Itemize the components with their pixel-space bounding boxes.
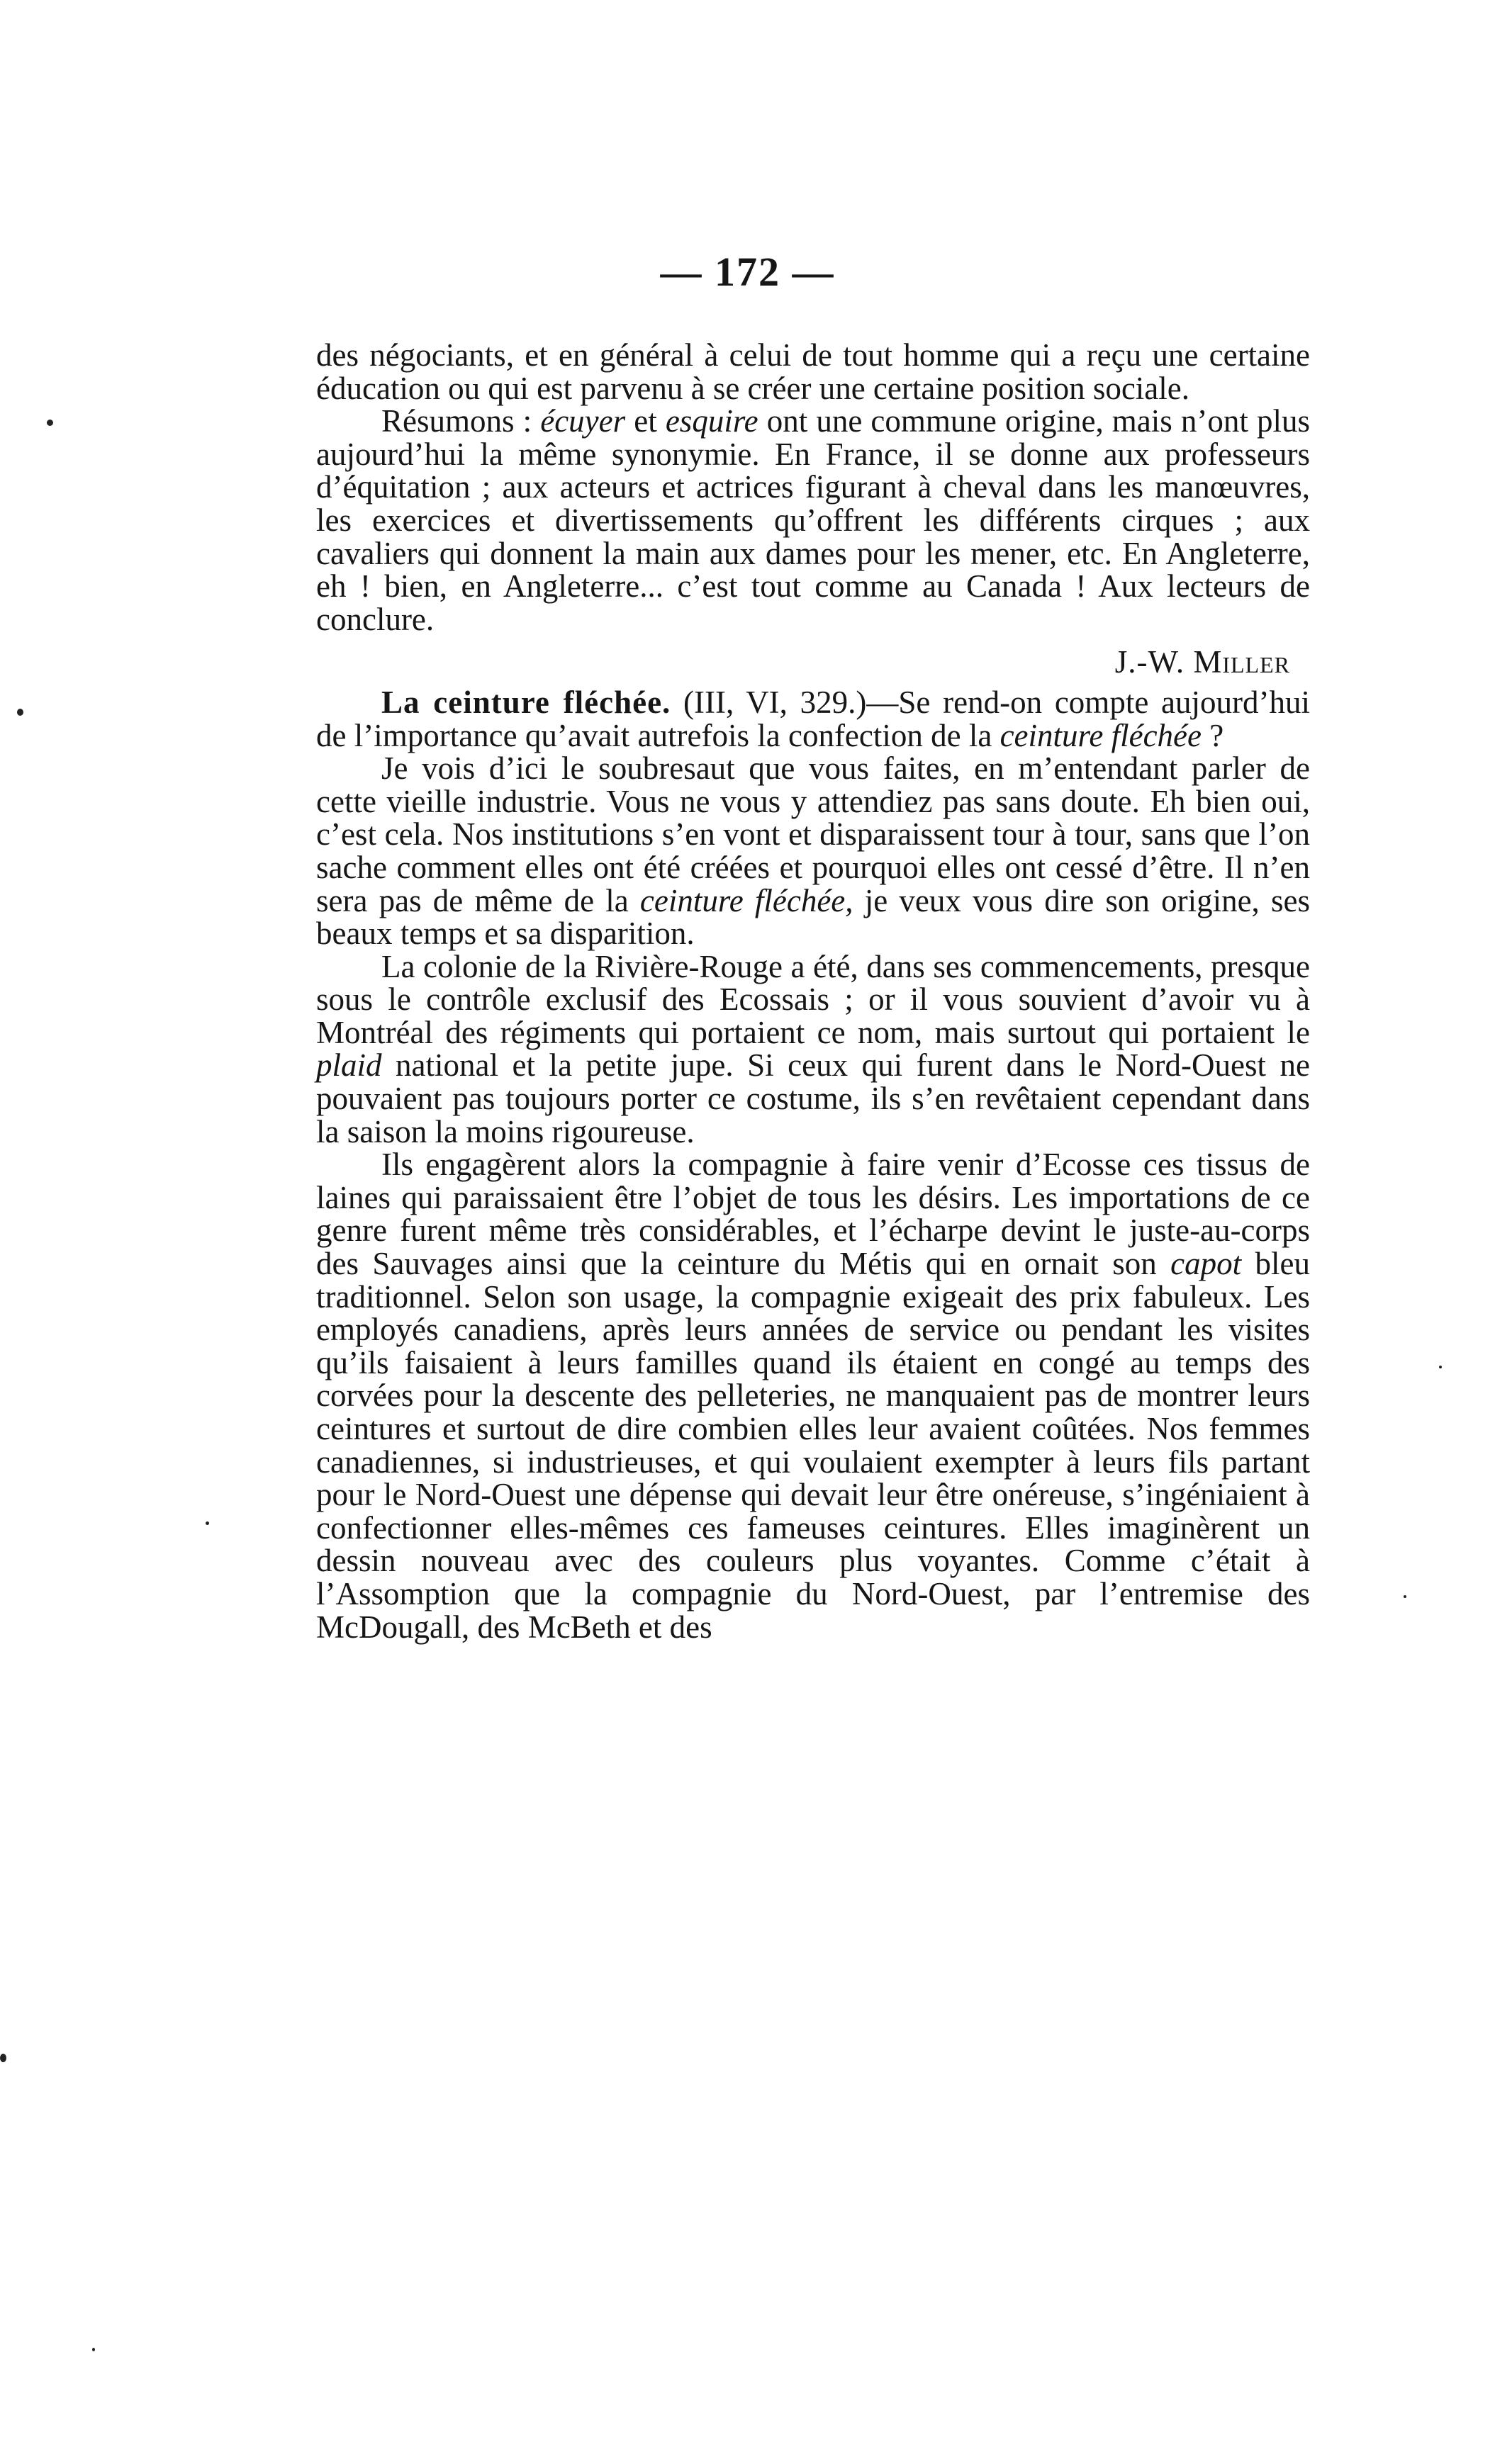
text-run: et (625, 403, 666, 439)
text-run: Ils engagèrent alors la compagnie à faire venir d’Ecosse ces tissus de laines qui paraissaient être l’objet de tous les désirs. Les importations de ce genre furent même très considérables, et l’écharpe devint le juste-au-corps des Sauvages ainsi que la ceinture du Métis qui en ornait son (316, 1147, 1310, 1282)
paragraph-ecosse (316, 1148, 1310, 1643)
author-name: Miller (1193, 644, 1290, 680)
scan-speck (206, 1521, 209, 1525)
page-number: — 172 — (660, 249, 835, 295)
paragraph-ceinture-heading (316, 686, 1310, 752)
scan-speck (47, 420, 53, 426)
scan-speck (92, 2348, 95, 2351)
paragraph-riviere-rouge (316, 950, 1310, 1149)
scan-speck (1439, 1366, 1442, 1368)
section-heading: La ceinture fléchée. (381, 684, 671, 720)
author-initials: J.-W. (1114, 644, 1194, 680)
scan-speck (17, 709, 23, 716)
italic-term: capot (1170, 1246, 1242, 1282)
text-run: bleu traditionnel. Selon son usage, la compagnie exigeait des prix fabuleux. Les employés canadiens, après leurs années de service ou pendant les visites qu’ils faisaient à leurs familles quand ils étaient en congé au temps des corvées pour la descente des pelleteries, ne manquaient pas de montrer leurs ceintures et surtout de dire combien elles leur avaient coûtées. Nos femmes canadiennes, si industrieuses, et qui voulaient exempter à leurs fils partant pour le Nord-Ouest une dépense qui devait leur être onéreuse, s’ingéniaient à confectionner elles-mêmes ces fameuses ceintures. Elles imaginèrent un dessin nouveau avec des couleurs plus voyantes. Comme c’était à l’Assomption que la compagnie du Nord-Ouest, par l’entremise des McDougall, des McBeth et des (316, 1246, 1310, 1645)
italic-term: esquire (665, 403, 758, 439)
italic-term: plaid (316, 1047, 382, 1084)
text-run: ? (1202, 717, 1224, 753)
text-run: (III, VI, 329.)—Se rend-on compte aujourd’hui de l’importance qu’avait autrefois la confection de la (316, 684, 1310, 753)
text-run: Je vois d’ici le soubresaut que vous faites, en m’entendant parler de cette vieille industrie. Vous ne vous y attendiez pas sans doute. Eh bien oui, c’est cela. Nos institutions s’en vont et disparaissent tour à tour, sans que l’on sache comment elles ont été créées et pourquoi elles ont cessé d’être. Il n’en sera pas de même de la (316, 750, 1310, 918)
text-column (316, 339, 1310, 1643)
paragraph-soubresaut (316, 752, 1310, 950)
text-run: ont une commune origine, mais n’ont plus aujourd’hui la même synonymie. En France, il se donne aux professeurs d’équitation ; aux acteurs et actrices figurant à cheval dans les manœuvres, les exercices et divertissements qu’offrent les différents cirques ; aux cavaliers qui donnent la main aux dames pour les mener, etc. En Angleterre, eh ! bien, en Angleterre... c’est tout comme au Canada ! Aux lecteurs de conclure. (316, 403, 1310, 637)
italic-term: écuyer (540, 403, 626, 439)
scan-speck (0, 2054, 6, 2062)
paragraph-resumons (316, 405, 1310, 636)
text-run: La colonie de la Rivière-Rouge a été, dans ses commencements, presque sous le contrôle exclusif des Ecossais ; or il vous souvient d’avoir vu à Montréal des régiments qui portaient ce nom, mais surtout qui portaient le (316, 948, 1310, 1050)
text-run: national et la petite jupe. Si ceux qui furent dans le Nord-Ouest ne pouvaient pas toujours porter ce costume, ils s’en revêtaient cependant dans la saison la moins rigoureuse. (316, 1047, 1310, 1149)
scan-speck (1404, 1595, 1406, 1598)
author-signature (316, 646, 1310, 679)
italic-term: ceinture fléchée, (639, 882, 853, 918)
text-run: Résumons : (381, 403, 541, 439)
paragraph-continuation: des négociants, et en général à celui de tout homme qui a reçu une certaine éducation ou qui est parvenu à se créer une certaine position sociale. (316, 337, 1310, 406)
text-run: je veux vous dire son origine, ses beaux temps et sa disparition. (316, 882, 1310, 952)
italic-term: ceinture fléchée (1000, 717, 1202, 753)
